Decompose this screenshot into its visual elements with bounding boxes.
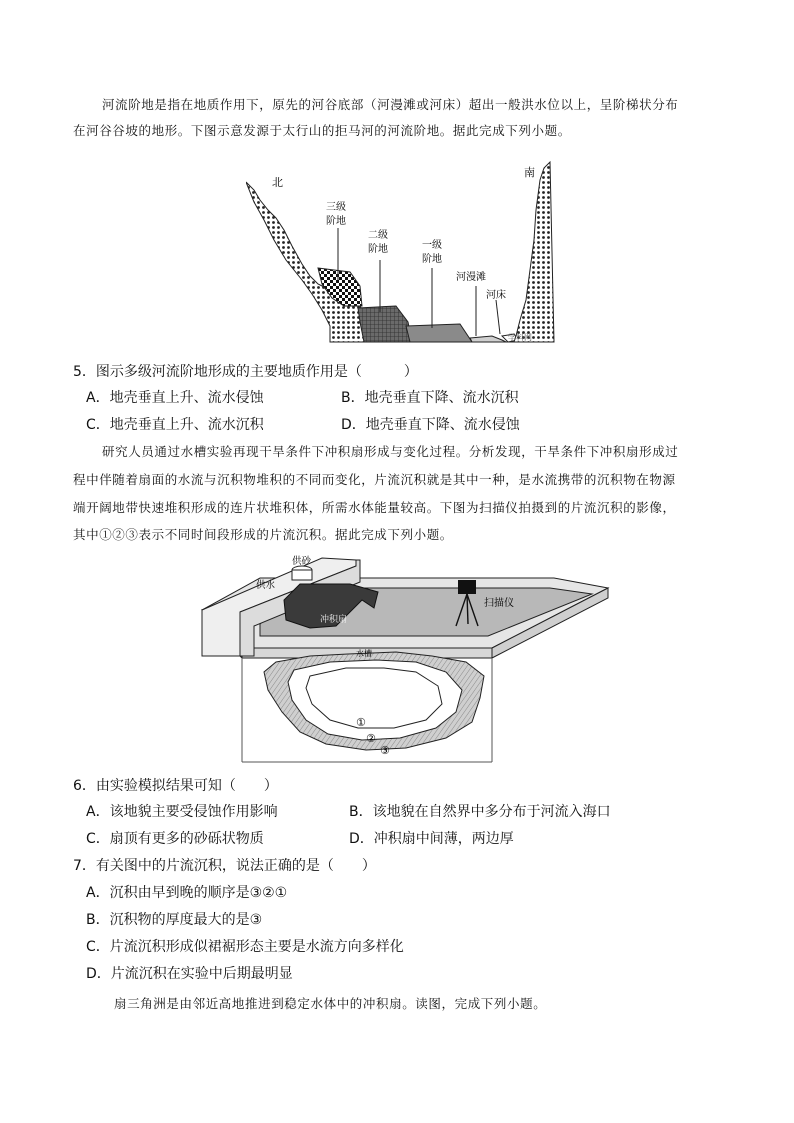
intro2-line3: 端开阔地带快速堆积形成的连片状堆积体，所需水体能量较高。下图为扫描仪拍摄到的片流沉积的影像，: [73, 500, 676, 515]
q5-option-b: B．地壳垂直下降、流水沉积: [341, 390, 519, 406]
q6-option-c: C．扇顶有更多的砂砾状物质: [86, 831, 264, 847]
q7-option-b: B．沉积物的厚度最大的是③: [86, 912, 263, 928]
label-terrace3-a: 三级: [326, 202, 346, 213]
terrace-1: [406, 324, 472, 342]
label-riverbed: 河床: [486, 290, 506, 301]
q5-stem: 5．图示多级河流阶地形成的主要地质作用是（ ）: [73, 364, 418, 380]
label-water-supply: 供水: [256, 580, 276, 591]
intro2-line1: 研究人员通过水槽实验再现干旱条件下冲积扇形成与变化过程。分析发现，干旱条件下冲积扇形成过: [102, 444, 679, 459]
label-scanner: 扫描仪: [484, 598, 514, 609]
label-terrace1-a: 一级: [422, 240, 442, 251]
q5-option-d: D．地壳垂直下降、流水侵蚀: [341, 417, 520, 433]
watermark: 学科网: [508, 333, 532, 342]
label-terrace1-b: 阶地: [422, 254, 442, 265]
intro1-line1: 河流阶地是指在地质作用下，原先的河谷底部（河漫滩或河床）超出一般洪水位以上，呈阶梯状分布: [102, 97, 679, 112]
label-fan: 冲积扇: [320, 615, 348, 625]
intro3-line: 扇三角洲是由邻近高地推进到稳定水体中的冲积扇。读图，完成下列小题。: [114, 996, 547, 1011]
marker-2: ②: [366, 732, 376, 745]
river-terrace-figure: [246, 160, 556, 350]
q7-option-c: C．片流沉积形成似裙裾形态主要是水流方向多样化: [86, 939, 404, 955]
label-terrace3-b: 阶地: [326, 216, 346, 227]
label-flume: 水槽: [356, 649, 372, 658]
label-floodplain: 河漫滩: [456, 272, 486, 283]
q5-option-a: A．地壳垂直上升、流水侵蚀: [86, 390, 264, 406]
floodplain: [470, 336, 506, 342]
marker-3: ③: [380, 744, 390, 757]
label-north: 北: [272, 176, 283, 189]
q7-option-a: A．沉积由早到晚的顺序是③②①: [86, 885, 288, 901]
intro2-line2: 程中伴随着扇面的水流与沉积物堆积的不同而变化，片流沉积就是其中一种，是水流携带的沉积物在物源: [73, 472, 676, 487]
terrace-2: [358, 306, 412, 342]
q6-stem: 6．由实验模拟结果可知（ ）: [73, 778, 278, 794]
label-sand-supply: 供砂: [292, 556, 312, 567]
intro1-line2: 在河谷谷坡的地形。下图示意发源于太行山的拒马河的河流阶地。据此完成下列小题。: [73, 123, 571, 138]
label-terrace2-a: 二级: [368, 230, 388, 241]
q7-option-d: D．片流沉积在实验中后期最明显: [86, 966, 293, 982]
intro2-line4: 其中①②③表示不同时间段形成的片流沉积。据此完成下列小题。: [73, 527, 453, 542]
north-bedrock: [246, 182, 370, 342]
flume-experiment-figure: [200, 552, 612, 766]
q7-stem: 7．有关图中的片流沉积，说法正确的是（ ）: [73, 858, 376, 874]
label-south: 南: [524, 166, 535, 179]
marker-1: ①: [356, 716, 366, 729]
q6-option-a: A．该地貌主要受侵蚀作用影响: [86, 804, 278, 820]
q5-option-c: C．地壳垂直上升、流水沉积: [86, 417, 264, 433]
q6-option-b: B．该地貌在自然界中多分布于河流入海口: [349, 804, 611, 820]
label-terrace2-b: 阶地: [368, 244, 388, 255]
south-bedrock: [514, 162, 554, 342]
q6-option-d: D．冲积扇中间薄，两边厚: [349, 831, 514, 847]
